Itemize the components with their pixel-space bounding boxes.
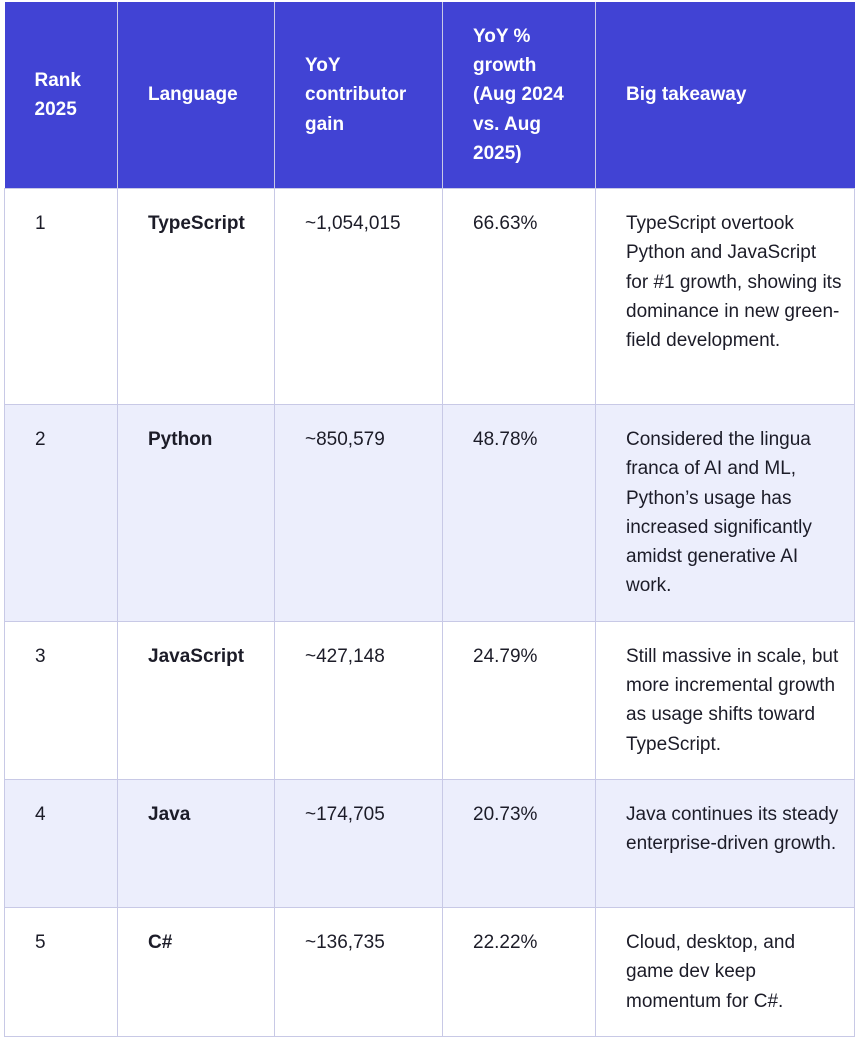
language-cell: C#: [118, 907, 275, 1036]
contributor-gain-cell: ~850,579: [275, 405, 443, 622]
table-row: [5, 907, 855, 1036]
takeaway-cell: Still massive in scale, but more incremental growth as usage shifts toward TypeScript.: [596, 621, 855, 779]
table-row: [5, 189, 855, 405]
header-takeaway: Big takeaway: [596, 2, 855, 189]
contributor-gain-cell: ~174,705: [275, 779, 443, 907]
table-row: [5, 405, 855, 622]
takeaway-cell: TypeScript overtook Python and JavaScript for #1 growth, showing its dominance in new green-field development.: [596, 189, 855, 405]
language-growth-table: [4, 2, 855, 1037]
table-header-row: [5, 2, 855, 189]
contributor-gain-cell: ~136,735: [275, 907, 443, 1036]
header-rank: Rank 2025: [5, 2, 118, 189]
growth-percent-cell: 20.73%: [443, 779, 596, 907]
contributor-gain-cell: ~427,148: [275, 621, 443, 779]
header-contributor-gain: YoY contributor gain: [275, 2, 443, 189]
takeaway-cell: Considered the lingua franca of AI and ML, Python’s usage has increased significantly amidst generative AI work.: [596, 405, 855, 622]
rank-cell: 5: [5, 907, 118, 1036]
contributor-gain-cell: ~1,054,015: [275, 189, 443, 405]
language-cell: JavaScript: [118, 621, 275, 779]
rank-cell: 4: [5, 779, 118, 907]
language-cell: TypeScript: [118, 189, 275, 405]
growth-percent-cell: 24.79%: [443, 621, 596, 779]
growth-percent-cell: 66.63%: [443, 189, 596, 405]
growth-percent-cell: 48.78%: [443, 405, 596, 622]
language-cell: Java: [118, 779, 275, 907]
language-cell: Python: [118, 405, 275, 622]
table-row: [5, 621, 855, 779]
rank-cell: 2: [5, 405, 118, 622]
rank-cell: 1: [5, 189, 118, 405]
rank-cell: 3: [5, 621, 118, 779]
header-language: Language: [118, 2, 275, 189]
language-growth-table-container: [4, 2, 854, 1037]
header-growth-percent: YoY % growth (Aug 2024 vs. Aug 2025): [443, 2, 596, 189]
growth-percent-cell: 22.22%: [443, 907, 596, 1036]
takeaway-cell: Cloud, desktop, and game dev keep momentum for C#.: [596, 907, 855, 1036]
takeaway-cell: Java continues its steady enterprise-driven growth.: [596, 779, 855, 907]
table-row: [5, 779, 855, 907]
